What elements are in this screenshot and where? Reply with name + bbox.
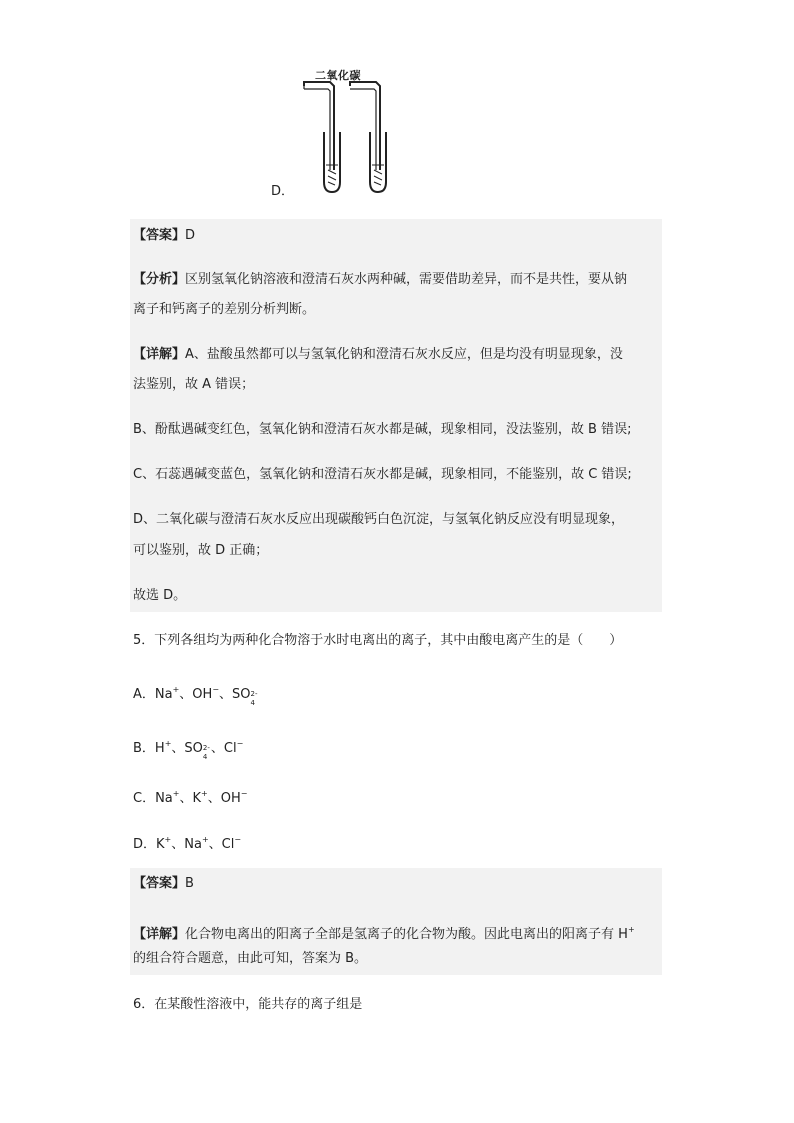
q4-detail-c: C、石蕊遇碱变蓝色，氢氧化钠和澄清石灰水都是碱，现象相同，不能鉴别，故 C 错误; [133, 467, 632, 482]
q5-detail-line2: 的组合符合题意，由此可知，答案为 B。 [133, 951, 368, 966]
q5-option-a[interactable]: A．Na+、OH−、SO 2- 4 [133, 685, 258, 707]
q5-stem: 5．下列各组均为两种化合物溶于水时电离出的离子，其中由酸电离产生的是（ ） [133, 633, 623, 648]
figure-option-d [268, 66, 408, 199]
q4-detail-a-line1: 【详解】A、盐酸虽然都可以与氢氧化钠和澄清石灰水反应，但是均没有明显现象，没 [133, 347, 623, 362]
q4-conclusion: 故选 D。 [133, 588, 187, 603]
q4-analysis-line1: 【分析】区别氢氧化钠溶液和澄清石灰水两种碱，需要借助差异，而不是共性，要从钠 [133, 272, 628, 287]
test-tubes-diagram [300, 70, 390, 196]
q5-answer-line: 【答案】B [133, 876, 194, 891]
q5-option-d[interactable]: D．K+、Na+、Cl− [133, 835, 242, 852]
test-tube-left [324, 132, 340, 192]
q5-option-c[interactable]: C．Na+、K+、OH− [133, 789, 248, 806]
q4-detail-d-line2: 可以鉴别，故 D 正确； [133, 543, 269, 558]
q4-answer-line: 【答案】D [133, 228, 196, 243]
q5-detail-line1: 【详解】化合物电离出的阳离子全部是氢离子的化合物为酸。因此电离出的阳离子有 H+ [133, 925, 635, 942]
q5-option-b[interactable]: B．H+、SO 2- 4 、Cl− [133, 739, 244, 761]
q4-analysis-line2: 离子和钙离子的差别分析判断。 [133, 302, 316, 317]
gas-label: 二氧化碳 [315, 69, 361, 82]
option-d-label: D． [271, 184, 295, 199]
q6-stem: 6．在某酸性溶液中，能共存的离子组是 [133, 997, 363, 1012]
q4-detail-d-line1: D、二氧化碳与澄清石灰水反应出现碳酸钙白色沉淀，与氢氧化钠反应没有明显现象， [133, 512, 625, 527]
q4-detail-a-line2: 法鉴别，故 A 错误； [133, 377, 255, 392]
test-tube-right [370, 132, 386, 192]
q4-detail-b: B、酚酞遇碱变红色，氢氧化钠和澄清石灰水都是碱，现象相同，没法鉴别，故 B 错误; [133, 422, 632, 437]
